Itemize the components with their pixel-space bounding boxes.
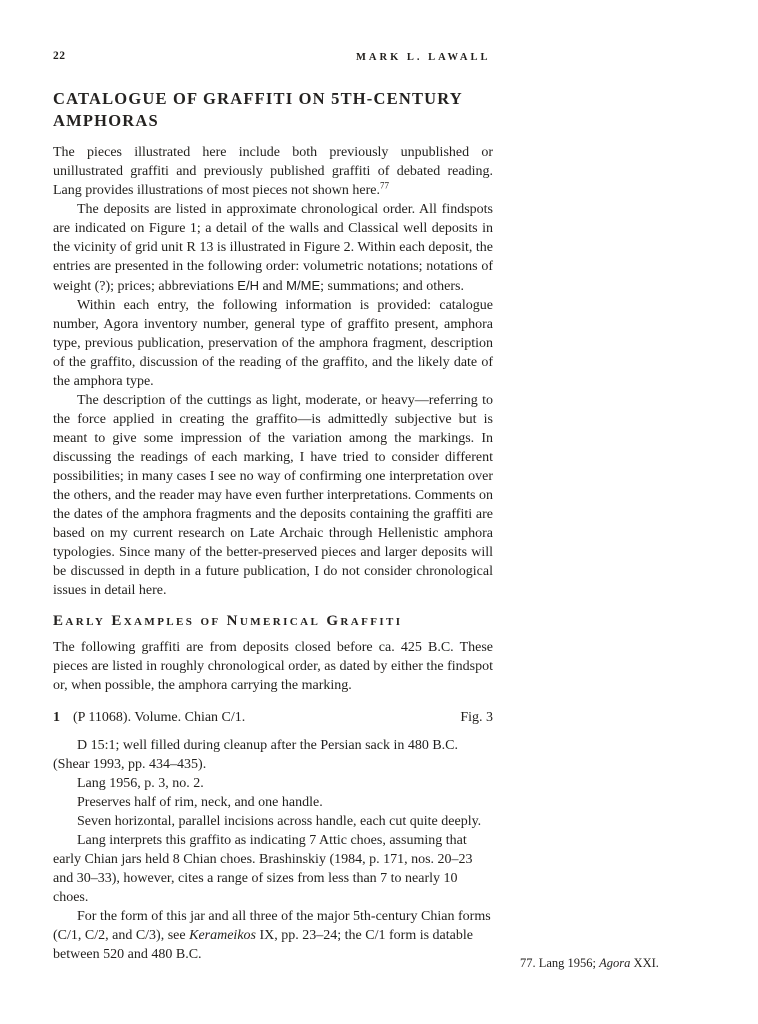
footnote-reference-77: 77 [380, 180, 389, 191]
entry-paragraph-3: Preserves half of rim, neck, and one handle. [77, 795, 323, 810]
intro-paragraph-2-text-b: ; summations; and others. [320, 279, 465, 294]
entry-paragraph-1: D 15:1; well filled during cleanup after the Persian sack in 480 B.C. (Shear 1993, pp. 434–435). [53, 738, 459, 772]
entry-number: 1 [53, 710, 60, 725]
text-column [53, 50, 493, 964]
intro-paragraph-1 [53, 143, 493, 200]
intro-paragraph-2 [53, 200, 493, 296]
running-head: MARK L. LAWALL [356, 52, 491, 63]
entry-paragraph-6-text-b: IX, pp. 23–24; the C/1 form is datable between 520 and 480 B.C. [53, 928, 473, 962]
intro-paragraph-2-text-a: The deposits are listed in approximate chronological order. All findspots are indicated on Figure 1; a detail of the walls and Classical well deposits in the vicinity of grid unit R 13 is illustrated in Figure 2. Within each deposit, the entries are presented in the following order: volumetric notations; notations of weight (?); prices; abbreviations [53, 202, 493, 294]
intro-paragraph-1-text: The pieces illustrated here include both previously unpublished or unillustrated graffiti and previously published graffiti of debated reading. Lang provides illustrations of most pieces not shown here. [53, 145, 493, 198]
entry-paragraph-4: Seven horizontal, parallel incisions across handle, each cut quite deeply. [77, 814, 482, 829]
entry-heading: (P 11068). Volume. Chian C/1. [73, 710, 246, 725]
abbreviation-eh: E/H [237, 278, 259, 293]
entry-paragraph-2: Lang 1956, p. 3, no. 2. [77, 776, 204, 791]
intro-paragraph-3: Within each entry, the following information is provided: catalogue number, Agora inventory number, general type of graffito present, amphora type, previous publication, preservation of the amphora fragment, description of the graffito, discussion of the reading of the graffito, and the likely date of the amphora type. [53, 298, 493, 389]
section-lead-paragraph: The following graffiti are from deposits closed before ca. 425 B.C. These pieces are listed in roughly chronological order, as dated by either the findspot or, when possible, the amphora carrying the marking. [53, 640, 493, 693]
entry-paragraph-6-text-a: For the form of this jar and all three of the major 5th-century Chian forms (C/1, C/2, and C/3), see [53, 909, 491, 943]
article-title: CATALOGUE OF GRAFFITI ON 5TH-CENTURY AMPHORAS [53, 89, 463, 130]
intro-paragraph-4: The description of the cuttings as light, moderate, or heavy—referring to the force applied in creating the graffito—is admittedly subjective but is meant to give some impression of the variation among the markings. In discussing the readings of each marking, I have tried to consider different possibilities; in many cases I see no way of confirming one interpretation over the others, and the reader may have even further interpretations. Comments on the dates of the amphora fragments and the deposits containing the graffiti are based on my current research on Late Archaic through Hellenistic amphora typologies. Since many of the better-preserved pieces and larger deposits will be discussed in depth in a future publication, I do not consider chronological issues in detail here. [53, 393, 493, 598]
abbreviation-mme: M/ME [286, 278, 321, 293]
entry-paragraph-5: Lang interprets this graffito as indicating 7 Attic choes, assuming that early Chian jars held 8 Chian choes. Brashinskiy (1984, p. 171, nos. 20–23 and 30–33), however, cites a range of sizes from less than 7 to nearly 10 choes. [53, 833, 473, 905]
footnote-text-b: XXI. [630, 956, 659, 970]
entry-paragraph-6 [53, 907, 493, 964]
article-body [53, 143, 493, 964]
figure-reference: Fig. 3 [460, 710, 493, 725]
intro-paragraph-2-text-mid: and [258, 279, 287, 294]
footnote-text-a: Lang 1956; [535, 956, 600, 970]
entry-heading-row [53, 708, 493, 727]
footnote-77 [520, 955, 730, 971]
section-heading: Early Examples of Numerical Graffiti [53, 613, 403, 629]
footnote-number: 77. [520, 956, 536, 970]
page-header [53, 50, 493, 63]
footnote-italic-agora: Agora [599, 956, 631, 970]
catalogue-entry-1 [53, 708, 493, 964]
kerameikos-italic: Kerameikos [189, 928, 256, 943]
page-number: 22 [53, 50, 66, 62]
